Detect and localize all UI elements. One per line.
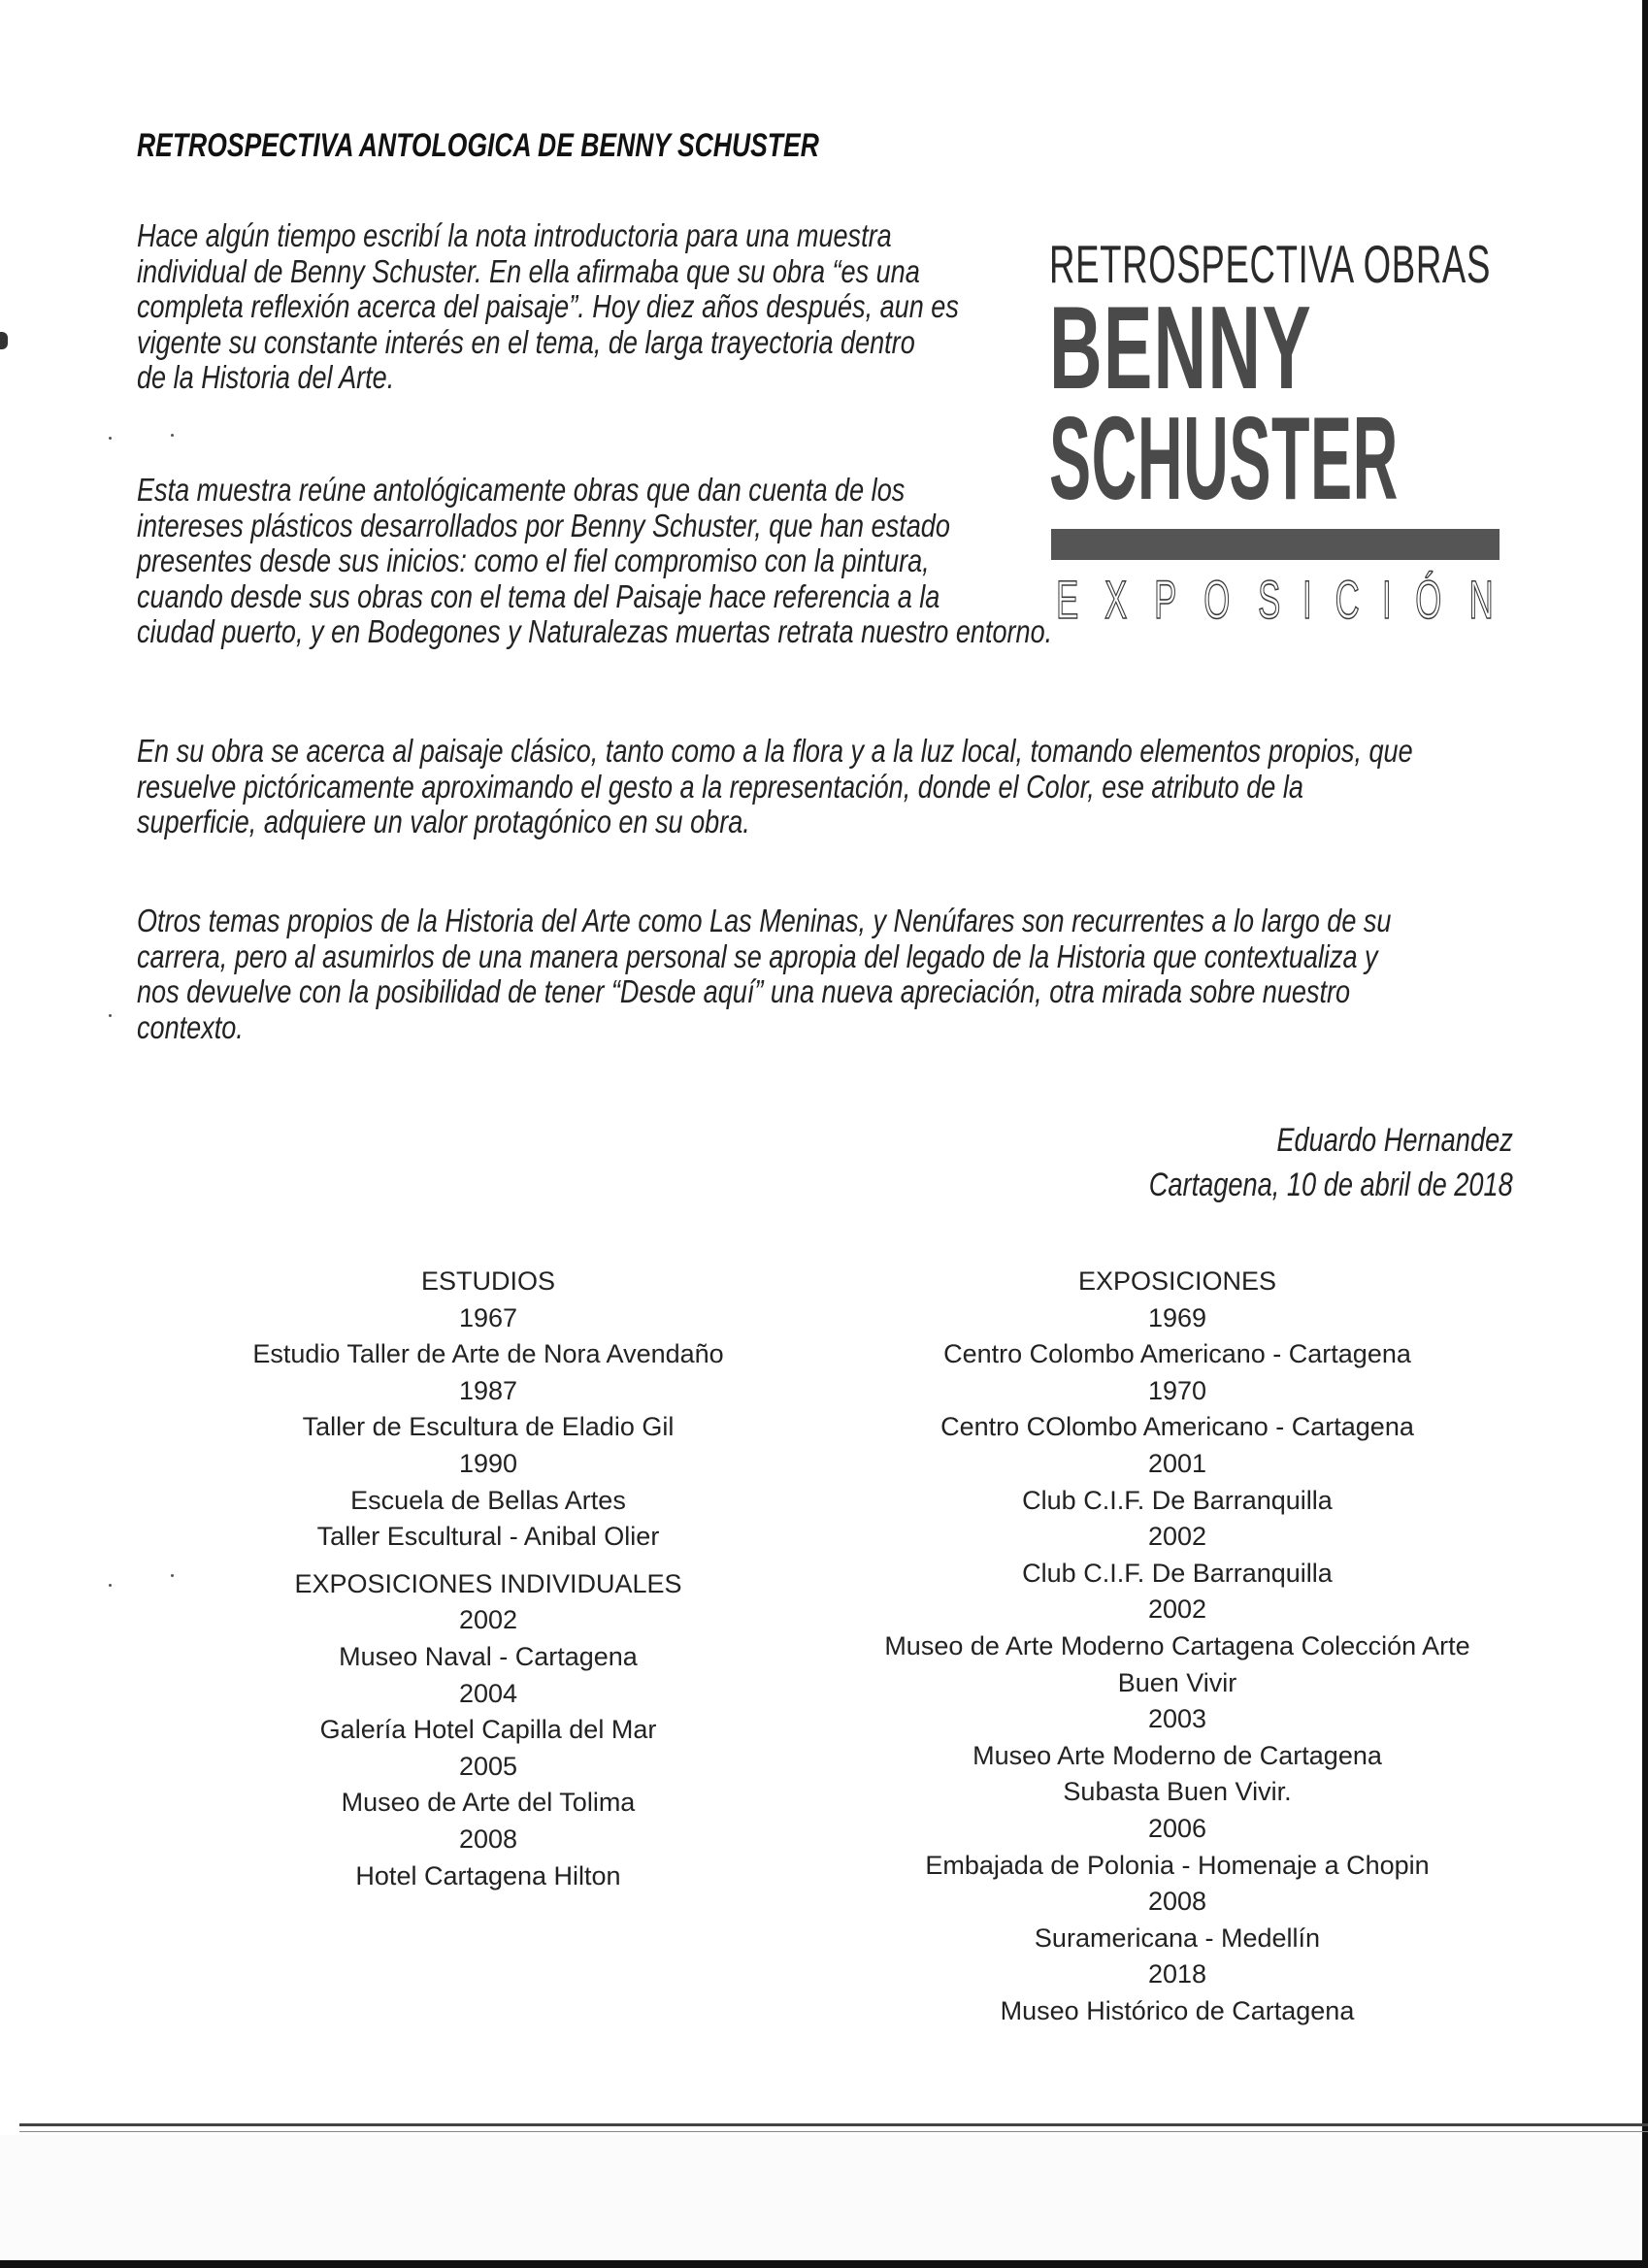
logo-letter: E (1056, 569, 1079, 630)
signature-author: Eduardo Hernandez (1276, 1122, 1513, 1159)
logo-name-first: BENNY (1049, 281, 1312, 413)
list-item: Hotel Cartagena Hilton (355, 1860, 621, 1890)
paragraph-line: superficie, adquiere un valor protagónico en su obra. (137, 804, 750, 839)
paragraph-line: Esta muestra reúne antológicamente obras que dan cuenta de los (137, 472, 906, 508)
list-item: Centro COlombo Americano - Cartagena (940, 1412, 1414, 1442)
paragraph-landscape (137, 734, 1648, 840)
list-item: 2008 (1147, 1887, 1207, 1917)
paragraph-line: Otros temas propios de la Historia del Arte como Las Meninas, y Nenúfares son recurrentes a lo largo de su (137, 903, 1392, 938)
list-item: 2002 (1147, 1522, 1207, 1552)
paragraph-exhibition (137, 473, 1410, 650)
section-heading-individuales: EXPOSICIONES INDIVIDUALES (294, 1568, 682, 1598)
paragraph-line: carrera, pero al asumirlos de una manera personal se apropia del legado de la Historia que contextualiza y (137, 937, 1378, 974)
list-item: Museo Histórico de Cartagena (1000, 1995, 1355, 2025)
scan-edge-bottom (0, 2260, 1648, 2268)
paragraph-intro (137, 218, 1164, 396)
scan-speck (171, 1574, 174, 1577)
list-item: Museo de Arte del Tolima (341, 1788, 636, 1818)
list-item: Estudio Taller de Arte de Nora Avendaño (252, 1339, 724, 1369)
list-item: Club C.I.F. De Barranquilla (1022, 1558, 1333, 1588)
scan-fold-area (0, 2135, 1642, 2260)
list-item: Taller de Escultura de Eladio Gil (302, 1412, 675, 1442)
logo-letter: Ó (1415, 569, 1442, 630)
section-heading-estudios: ESTUDIOS (420, 1266, 556, 1296)
paragraph-line: Hace algún tiempo escribí la nota introductoria para una muestra (137, 217, 892, 253)
list-item: 1967 (458, 1302, 518, 1332)
list-item: Escuela de Bellas Artes (350, 1485, 626, 1515)
paragraph-line: completa reflexión acerca del paisaje”. Hoy diez años después, aun es (137, 288, 959, 324)
paragraph-line: ciudad puerto, y en Bodegones y Naturalezas muertas retrata nuestro entorno. (137, 613, 1053, 649)
list-item: 1987 (458, 1375, 518, 1405)
paragraph-line: de la Historia del Arte. (137, 359, 395, 395)
section-heading-exposiciones: EXPOSICIONES (1077, 1266, 1277, 1296)
list-item: Suramericana - Medellín (1034, 1923, 1321, 1953)
scan-speck (109, 1014, 112, 1017)
logo-letter: X (1104, 569, 1128, 630)
list-item: Buen Vivir (1117, 1667, 1237, 1697)
list-item: Embajada de Polonia - Homenaje a Chopin (925, 1850, 1430, 1880)
list-item: Museo Arte Moderno de Cartagena (972, 1740, 1382, 1770)
paragraph-line: En su obra se acerca al paisaje clásico, tanto como a la flora y a la luz local, tomando elementos propios, que (137, 733, 1413, 769)
list-item: 2008 (458, 1824, 518, 1854)
paragraph-line: contexto. (137, 1008, 244, 1045)
paragraph-themes (137, 904, 1648, 1045)
logo-letter: I (1302, 569, 1312, 630)
scan-fold-line (19, 2123, 1648, 2126)
list-item: 2001 (1147, 1448, 1207, 1478)
list-item: 2002 (1147, 1594, 1207, 1625)
list-item: Museo de Arte Moderno Cartagena Colección Arte (884, 1630, 1470, 1660)
list-item: Subasta Buen Vivir. (1063, 1777, 1292, 1807)
list-item: Taller Escultural - Anibal Olier (316, 1522, 660, 1552)
logo-letter: O (1203, 569, 1231, 630)
list-item: Centro Colombo Americano - Cartagena (943, 1339, 1411, 1369)
logo-letter: I (1382, 569, 1392, 630)
list-item: Galería Hotel Capilla del Mar (319, 1715, 657, 1745)
logo-subtitle: RETROSPECTIVA OBRAS (1049, 234, 1492, 294)
paragraph-line: vigente su constante interés en el tema, de larga trayectoria dentro (137, 323, 915, 360)
left-column (212, 1264, 765, 1894)
list-item: 2004 (458, 1678, 518, 1708)
document-title: RETROSPECTIVA ANTOLOGICA DE BENNY SCHUSTER (137, 127, 819, 164)
paragraph-line: presentes desde sus inicios: como el fiel compromiso con la pintura, (137, 542, 930, 578)
list-item: Museo Naval - Cartagena (339, 1641, 638, 1671)
signature-place-date: Cartagena, 10 de abril de 2018 (1148, 1167, 1513, 1203)
paragraph-line: individual de Benny Schuster. En ella afirmaba que su obra “es una (137, 252, 920, 289)
logo-letter: S (1257, 569, 1281, 630)
list-item: 2002 (458, 1605, 518, 1635)
list-item: Club C.I.F. De Barranquilla (1022, 1485, 1333, 1515)
list-item: 2003 (1147, 1704, 1207, 1734)
paragraph-line: nos devuelve con la posibilidad de tener “Desde aquí” una nueva apreciación, otra mirada sobre nuestro (137, 973, 1351, 1009)
signature-block (1058, 1118, 1513, 1207)
list-item: 2005 (458, 1751, 518, 1781)
list-item: 1969 (1147, 1302, 1207, 1332)
scan-speck (109, 1584, 112, 1587)
right-column (838, 1264, 1517, 2029)
paragraph-line: intereses plásticos desarrollados por Benny Schuster, que han estado (137, 507, 950, 543)
logo-letter: P (1153, 569, 1177, 630)
scan-blot (0, 332, 8, 349)
scan-fold-line-secondary (19, 2131, 1648, 2132)
list-item: 1970 (1147, 1375, 1207, 1405)
paragraph-line: cuando desde sus obras con el tema del Paisaje hace referencia a la (137, 577, 940, 614)
scan-speck (109, 437, 112, 440)
logo-letter: C (1335, 569, 1360, 630)
list-item: 1990 (458, 1448, 518, 1478)
paragraph-line: resuelve pictóricamente aproximando el gesto a la representación, donde el Color, ese atributo de la (137, 768, 1303, 805)
list-item: 2006 (1147, 1813, 1207, 1843)
list-item: 2018 (1147, 1959, 1207, 1989)
scan-edge-right (1642, 0, 1648, 2268)
scan-speck (171, 434, 174, 437)
logo-letter: N (1469, 569, 1495, 630)
logo-name-last: SCHUSTER (1049, 392, 1399, 524)
